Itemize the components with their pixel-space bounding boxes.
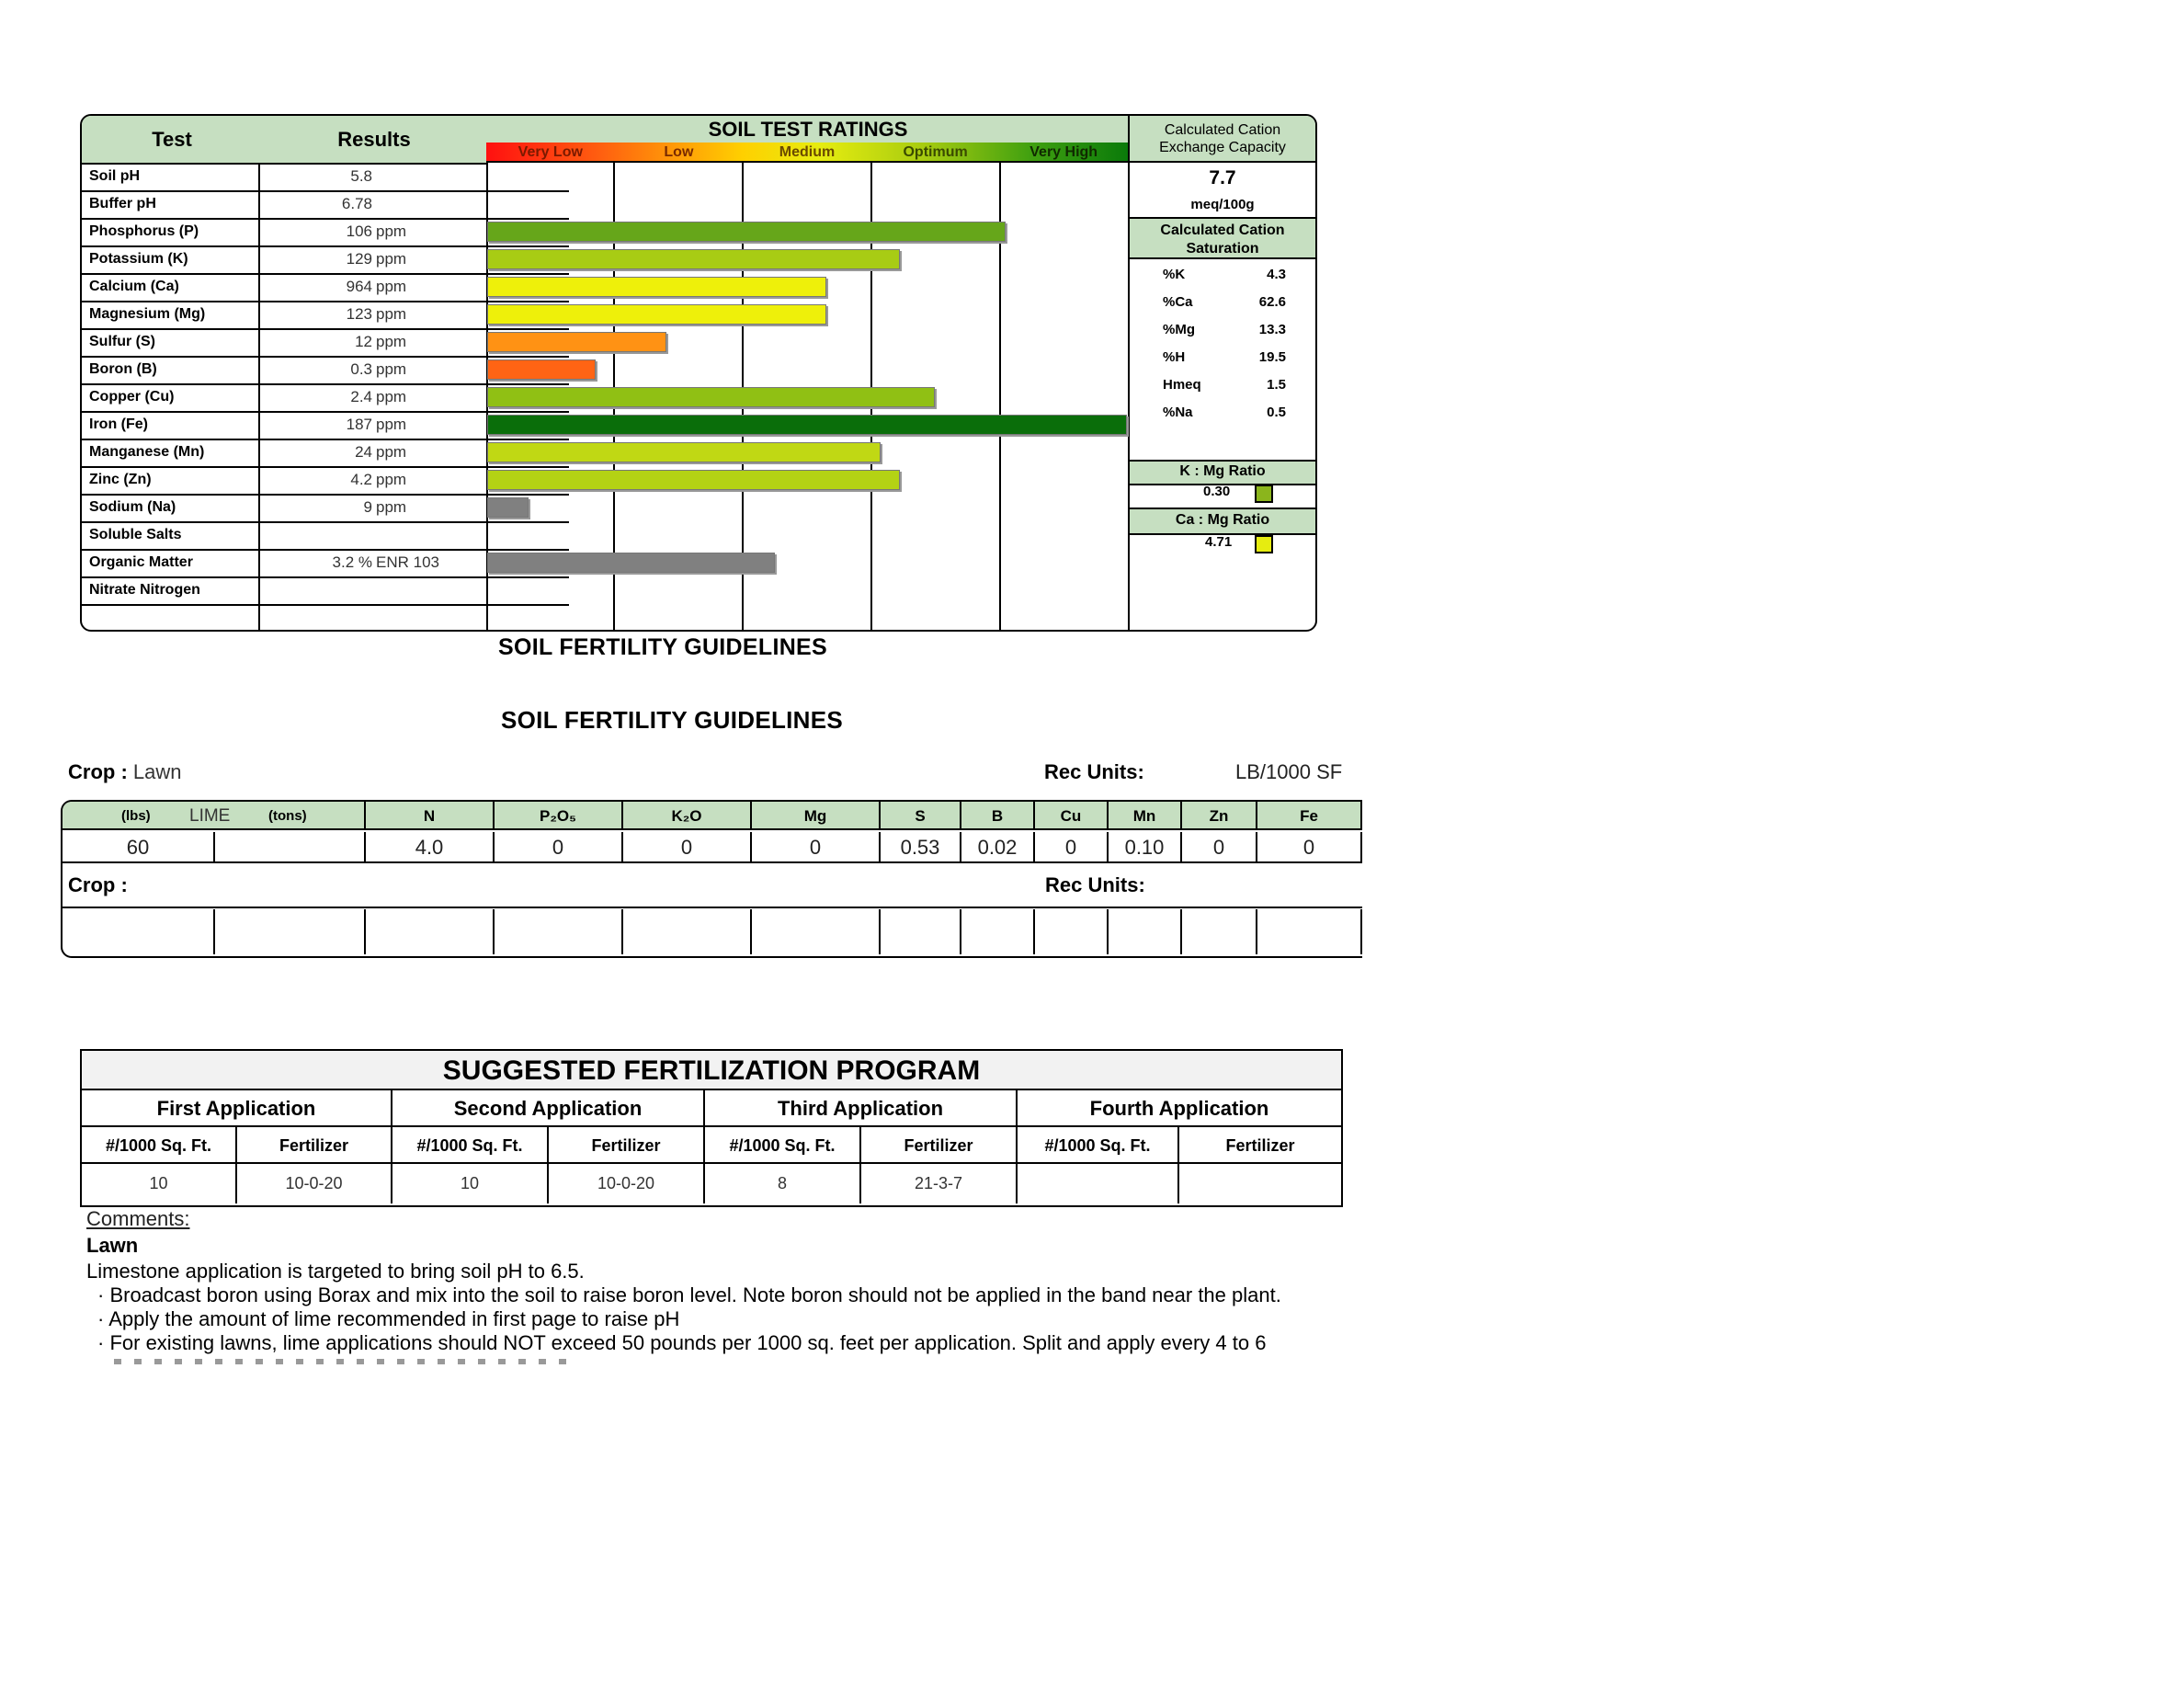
test-name: Soil pH: [82, 163, 260, 190]
rate-value: 10: [82, 1164, 237, 1203]
result-value: 106: [346, 222, 372, 240]
saturation-row: [1130, 261, 1315, 289]
saturation-row: [1130, 371, 1315, 399]
empty-cell: [623, 909, 752, 954]
lime-tons-value: [215, 832, 366, 863]
rec-units2-label: Rec Units:: [1045, 873, 1145, 896]
test-name: Sodium (Na): [82, 494, 260, 521]
test-column-header: Test: [82, 116, 264, 165]
fertilizer-header: Fertilizer: [861, 1127, 1018, 1164]
rating-bar: [487, 387, 935, 407]
saturation-value: 62.6: [1258, 294, 1286, 310]
result-value: 187: [346, 416, 372, 433]
test-name: Organic Matter: [82, 549, 260, 576]
result-value: 4.2: [350, 471, 372, 488]
saturation-label: %H: [1163, 349, 1186, 365]
rate-value: 10: [392, 1164, 549, 1203]
result-unit: ppm: [376, 443, 407, 461]
empty-cell: [1182, 909, 1257, 954]
bullet-dot: ·: [97, 1331, 110, 1354]
saturation-label: %Na: [1163, 405, 1193, 420]
result-value: 123: [346, 305, 372, 323]
saturation-row: [1130, 399, 1315, 427]
empty-cell: [1035, 909, 1109, 954]
nutrient-header: S: [881, 802, 961, 830]
result-unit: ppm: [376, 416, 407, 433]
guidelines-title-1: SOIL FERTILITY GUIDELINES: [498, 634, 828, 660]
saturation-row: [1130, 289, 1315, 316]
saturation-title: Calculated Cation Saturation: [1130, 217, 1315, 259]
test-name: Boron (B): [82, 356, 260, 383]
saturation-label: Hmeq: [1163, 377, 1201, 393]
fertilizer-header: Fertilizer: [237, 1127, 392, 1164]
rating-bar: [487, 304, 826, 325]
test-name: Buffer pH: [82, 190, 260, 218]
rating-scale-gradient: [486, 143, 1128, 163]
empty-cell: [961, 909, 1035, 954]
crop2-divider: [63, 907, 1362, 908]
result-value: 129: [346, 250, 372, 268]
fertilizer-value: 21-3-7: [861, 1164, 1018, 1203]
nutrient-value: 0: [623, 832, 752, 863]
nutrient-value: 0.10: [1109, 832, 1182, 863]
cec-title: Calculated Cation Exchange Capacity: [1130, 116, 1315, 163]
rate-header: #/1000 Sq. Ft.: [82, 1127, 237, 1164]
application-name: Fourth Application: [1018, 1090, 1341, 1127]
saturation-value: 4.3: [1267, 267, 1286, 282]
result-value: 24: [355, 443, 372, 461]
test-result: [262, 383, 488, 411]
rating-very-low: Very Low: [518, 144, 583, 160]
result-unit: ENR 103: [376, 553, 439, 571]
k-mg-ratio-swatch: [1255, 485, 1273, 503]
saturation-value: 1.5: [1267, 377, 1286, 393]
nutrient-value: 0: [1257, 832, 1362, 863]
saturation-label: %Ca: [1163, 294, 1193, 310]
nutrient-header: Cu: [1035, 802, 1109, 830]
comment-bullet: [97, 1307, 679, 1331]
nutrient-header: Fe: [1257, 802, 1362, 830]
rating-optimum: Optimum: [903, 144, 968, 160]
result-unit: ppm: [376, 250, 407, 268]
soil-test-row: [82, 521, 569, 551]
result-value: 3.2 %: [332, 553, 372, 571]
saturation-row: [1130, 344, 1315, 371]
ratings-title: SOIL TEST RATINGS: [486, 116, 1132, 143]
result-value: 9: [363, 498, 372, 516]
application-name: Second Application: [392, 1090, 705, 1127]
comments-crop: Lawn: [86, 1234, 139, 1257]
nutrient-header: N: [366, 802, 495, 830]
test-result: [262, 245, 488, 273]
rec-units-value: LB/1000 SF: [1235, 760, 1343, 783]
result-unit: ppm: [376, 498, 407, 516]
fertilization-program-table: [80, 1049, 1343, 1207]
rate-value: 8: [705, 1164, 861, 1203]
nutrient-header: P₂O₅: [495, 802, 623, 830]
cec-unit: meq/100g: [1190, 197, 1255, 212]
test-name: Zinc (Zn): [82, 466, 260, 494]
soil-test-row: [82, 190, 569, 220]
fertilizer-value: [1179, 1164, 1341, 1203]
soil-test-row: [82, 576, 569, 606]
nutrient-value: 0.53: [881, 832, 961, 863]
bullet-text: Apply the amount of lime recommended in first page to raise pH: [108, 1307, 680, 1330]
saturation-label: %Mg: [1163, 322, 1195, 337]
k-mg-ratio-value: 0.30: [1203, 484, 1231, 499]
test-name: [82, 604, 260, 632]
ca-mg-ratio-value: 4.71: [1205, 534, 1233, 550]
nutrient-header: K₂O: [623, 802, 752, 830]
fertilization-title: SUGGESTED FERTILIZATION PROGRAM: [82, 1051, 1341, 1090]
rating-very-high: Very High: [1029, 144, 1098, 160]
cec-value: 7.7: [1209, 167, 1236, 188]
result-unit: ppm: [376, 278, 407, 295]
ca-mg-ratio-swatch: [1255, 535, 1273, 553]
rate-header: #/1000 Sq. Ft.: [392, 1127, 549, 1164]
test-name: Copper (Cu): [82, 383, 260, 411]
test-name: Calcium (Ca): [82, 273, 260, 301]
rating-bar: [487, 470, 900, 490]
rating-bar: [487, 249, 900, 269]
saturation-label: %K: [1163, 267, 1186, 282]
rating-bar: [487, 497, 529, 518]
saturation-value: 13.3: [1258, 322, 1286, 337]
test-result: [262, 328, 488, 356]
fertilizer-value: 10-0-20: [549, 1164, 705, 1203]
guidelines-title-2: SOIL FERTILITY GUIDELINES: [501, 706, 844, 734]
test-name: Phosphorus (P): [82, 218, 260, 245]
lime-lbs-value: 60: [63, 832, 215, 863]
rating-bar: [487, 222, 1006, 242]
test-result: [262, 604, 488, 632]
lime-label: LIME: [189, 806, 231, 826]
nutrient-header: Zn: [1182, 802, 1257, 830]
test-result: [262, 190, 488, 218]
test-result: [262, 301, 488, 328]
result-unit: ppm: [376, 471, 407, 488]
rating-bar: [487, 332, 666, 352]
result-value: 2.4: [350, 388, 372, 405]
rating-bar: [487, 442, 881, 462]
bullet-dot: ·: [97, 1283, 110, 1306]
soil-test-ratings-panel: [80, 114, 1317, 632]
result-value: 12: [355, 333, 372, 350]
rate-header: #/1000 Sq. Ft.: [1018, 1127, 1179, 1164]
crop-value: Lawn: [132, 760, 182, 783]
saturation-value: 0.5: [1267, 405, 1286, 420]
nutrient-value: 0: [1182, 832, 1257, 863]
rating-bar: [487, 553, 775, 573]
test-name: Sulfur (S): [82, 328, 260, 356]
nutrient-header: Mn: [1109, 802, 1182, 830]
empty-cell: [1257, 909, 1362, 954]
test-result: [262, 576, 488, 604]
test-result: [262, 521, 488, 549]
comment-bullet: [97, 1283, 1281, 1307]
ca-mg-ratio-title: Ca : Mg Ratio: [1130, 508, 1315, 535]
test-name: Iron (Fe): [82, 411, 260, 439]
test-name: Soluble Salts: [82, 521, 260, 549]
lime-tons-label: (tons): [268, 808, 307, 824]
fertilizer-header: Fertilizer: [549, 1127, 705, 1164]
application-name: Third Application: [705, 1090, 1018, 1127]
crop-label: Crop :: [68, 760, 128, 783]
test-name: Magnesium (Mg): [82, 301, 260, 328]
nutrient-header: Mg: [752, 802, 881, 830]
nutrient-value: 0: [495, 832, 623, 863]
saturation-value: 19.5: [1258, 349, 1286, 365]
result-value: 964: [346, 278, 372, 295]
crop-line: [68, 760, 181, 784]
results-column-header: Results: [262, 116, 488, 165]
truncated-text-fragment: [114, 1359, 574, 1364]
result-unit: ppm: [376, 360, 407, 378]
fertilizer-header: Fertilizer: [1179, 1127, 1341, 1164]
comment-bullet: [97, 1331, 1266, 1355]
rating-bar: [487, 415, 1127, 435]
empty-cell: [366, 909, 495, 954]
test-result: [262, 163, 488, 190]
k-mg-ratio-title: K : Mg Ratio: [1130, 460, 1315, 485]
nutrient-value: 0: [752, 832, 881, 863]
scale-underline: [486, 161, 1128, 163]
test-name: Manganese (Mn): [82, 439, 260, 466]
test-result: [262, 218, 488, 245]
comments-line: Limestone application is targeted to bring soil pH to 6.5.: [86, 1260, 585, 1283]
test-result: [262, 466, 488, 494]
empty-cell: [215, 909, 366, 954]
test-result: [262, 411, 488, 439]
comments-label: Comments:: [86, 1207, 190, 1230]
rating-bar: [487, 359, 596, 380]
bullet-text: Broadcast boron using Borax and mix into the soil to raise boron level. Note boron should not be applied in the band near the plant.: [109, 1283, 1281, 1306]
test-name: Nitrate Nitrogen: [82, 576, 260, 604]
crop2-label: Crop :: [68, 873, 128, 896]
test-result: [262, 273, 488, 301]
test-result: [262, 549, 488, 576]
rating-low: Low: [664, 144, 694, 160]
empty-cell: [1109, 909, 1182, 954]
lime-header: [63, 802, 366, 830]
nutrient-value: 0: [1035, 832, 1109, 863]
test-result: [262, 494, 488, 521]
nutrient-value: 0.02: [961, 832, 1035, 863]
result-value: 6.78: [341, 195, 372, 212]
rating-medium: Medium: [779, 144, 836, 160]
nutrient-value: 4.0: [366, 832, 495, 863]
result-unit: ppm: [376, 222, 407, 240]
empty-cell: [881, 909, 961, 954]
rate-value: [1018, 1164, 1179, 1203]
empty-cell: [752, 909, 881, 954]
bullet-dot: ·: [97, 1307, 109, 1330]
result-unit: ppm: [376, 388, 407, 405]
soil-test-row: [82, 163, 569, 192]
saturation-row: [1130, 316, 1315, 344]
rate-header: #/1000 Sq. Ft.: [705, 1127, 861, 1164]
empty-cell: [495, 909, 623, 954]
test-name: Potassium (K): [82, 245, 260, 273]
result-value: 0.3: [350, 360, 372, 378]
result-value: 5.8: [350, 167, 372, 185]
soil-test-row-empty: [82, 604, 569, 632]
rec-units-label: Rec Units:: [1044, 760, 1144, 783]
test-result: [262, 439, 488, 466]
result-unit: ppm: [376, 333, 407, 350]
result-unit: ppm: [376, 305, 407, 323]
nutrient-header: B: [961, 802, 1035, 830]
guidelines-table: [61, 800, 1362, 958]
test-result: [262, 356, 488, 383]
rating-bar: [487, 277, 826, 297]
empty-cell: [63, 909, 215, 954]
application-name: First Application: [82, 1090, 392, 1127]
fertilizer-value: 10-0-20: [237, 1164, 392, 1203]
bullet-text: For existing lawns, lime applications should NOT exceed 50 pounds per 1000 sq. feet per application. Split and apply every 4 to 6: [109, 1331, 1267, 1354]
lime-lbs-label: (lbs): [121, 808, 151, 824]
